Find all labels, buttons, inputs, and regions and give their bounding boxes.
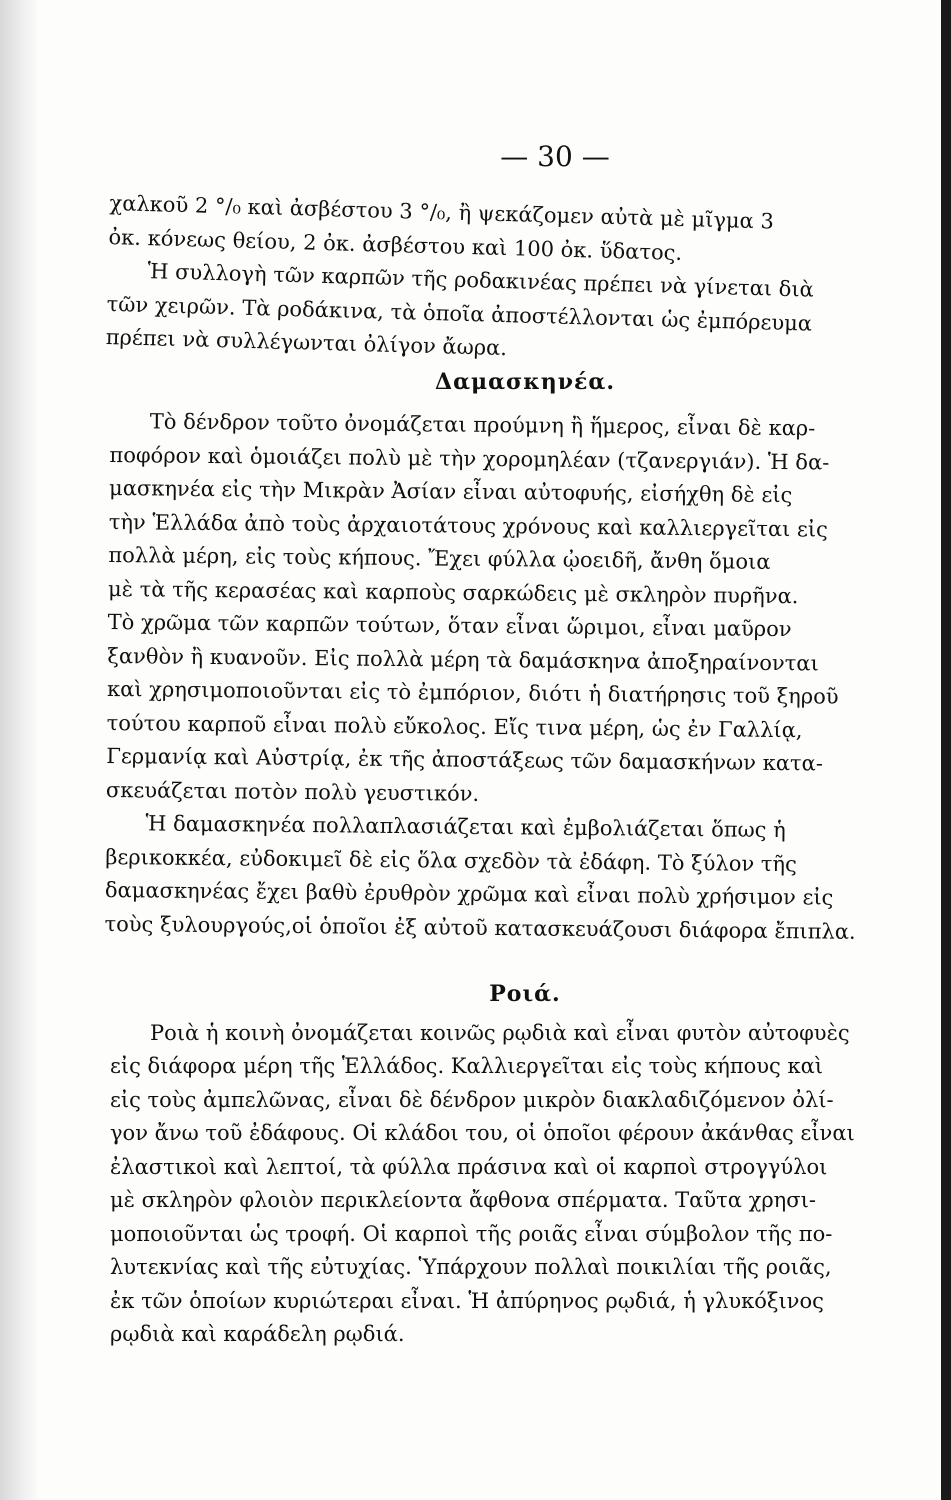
text-line: μασκηνέα εἰς τὴν Μικρὰν Ἀσίαν εἶναι αὐτοφυής, εἰσήχθη δὲ εἰς: [109, 475, 793, 507]
text-line: μοποιοῦνται ὡς τροφή. Οἱ καρποὶ τῆς ροιᾶς εἶναι σύμβολον τῆς πο-: [110, 1221, 833, 1246]
text-line: ξανθὸν ἢ κυανοῦν. Εἰς πολλὰ μέρη τὰ δαμάσκηνα ἀποξηραίνονται: [107, 642, 819, 675]
text-line: ἐλαστικοὶ καὶ λεπτοί, τὰ φύλλα πράσινα καὶ οἱ καρποὶ στρογγύλοι: [110, 1154, 828, 1179]
text-line: ὀκ. κόνεως θείου, 2 ὀκ. ἀσβέστου καὶ 100 ὀκ. ὕδατος.: [108, 224, 683, 265]
text-line: τοὺς ξυλουργούς,οἱ ὁποῖοι ἐξ αὐτοῦ κατασκευάζουσι διάφορα ἔπιπλα.: [104, 910, 856, 943]
page-shadow-left: [0, 0, 40, 1500]
text-line: χαλκοῦ 2 °/₀ καὶ ἀσβέστου 3 °/₀, ἢ ψεκάζομεν αὐτὰ μὲ μῖγμα 3: [109, 190, 775, 234]
text-line: Τὸ δένδρον τοῦτο ὀνομάζεται προύμνη ἢ ἥμερος, εἶναι δὲ καρ-: [149, 408, 816, 440]
text-line: δαμασκηνέας ἔχει βαθὺ ἐρυθρὸν χρῶμα καὶ εἶναι πολὺ χρήσιμον εἰς: [104, 877, 834, 910]
page-content: [104, 140, 940, 1352]
page-number: — 30 —: [500, 140, 610, 173]
section-heading-damaskinea: Δαμασκηνέα.: [435, 368, 615, 395]
text-line: ποφόρον καὶ ὁμοιάζει πολὺ μὲ τὴν χορομηλέαν (τζανεργιάν). Ἡ δα-: [109, 441, 830, 474]
text-line: Ἡ δαμασκηνέα πολλαπλασιάζεται καὶ ἐμβολιάζεται ὅπως ἡ: [145, 810, 786, 842]
text-line: τῶν χειρῶν. Τὰ ροδάκινα, τὰ ὁποῖα ἀποστέλλονται ὡς ἐμπόρευμα: [106, 291, 813, 336]
text-line: Τὸ χρῶμα τῶν καρπῶν τούτων, ὅταν εἶναι ὥριμοι, εἶναι μαῦρον: [107, 609, 792, 641]
intro-paragraph: [105, 187, 939, 378]
section-heading-roia: Ροιά.: [489, 980, 561, 1007]
text-line: πρέπει νὰ συλλέγωνται ὀλίγον ἄωρα.: [105, 324, 508, 361]
text-line: Ροιὰ ἡ κοινὴ ὀνομάζεται κοινῶς ρῳδιὰ καὶ εἶναι φυτὸν αὐτοφυὲς: [150, 1020, 850, 1045]
page-edge-right: [941, 0, 951, 1500]
text-line: ρῳδιὰ καὶ καράδελη ρῳδιά.: [110, 1322, 405, 1346]
text-line: τὴν Ἑλλάδα ἀπὸ τοὺς ἀρχαιοτάτους χρόνους καὶ καλλιεργεῖται εἰς: [108, 508, 828, 541]
text-line: Ἡ συλλογὴ τῶν καρπῶν τῆς ροδακινέας πρέπει νὰ γίνεται διὰ: [147, 259, 815, 302]
text-line: ἐκ τῶν ὁποίων κυριώτεραι εἶναι. Ἡ ἀπύρηνος ρῳδιά, ἡ γλυκόξινος: [110, 1288, 824, 1313]
text-line: μὲ τὰ τῆς κερασέας καὶ καρποὺς σαρκώδεις μὲ σκληρὸν πυρῆνα.: [107, 575, 799, 608]
text-line: εἰς τοὺς ἀμπελῶνας, εἶναι δὲ δένδρον μικρὸν διακλαδιζόμενον ὀλί-: [110, 1087, 834, 1112]
text-line: τούτου καρποῦ εἶναι πολὺ εὔκολος. Εἴς τινα μέρη, ὡς ἐν Γαλλίᾳ,: [106, 709, 803, 742]
text-line: μὲ σκληρὸν φλοιὸν περικλείοντα ἄφθονα σπέρματα. Ταῦτα χρησι-: [110, 1188, 816, 1212]
text-line: λυτεκνίας καὶ τῆς εὐτυχίας. Ὑπάρχουν πολλαὶ ποικιλίαι τῆς ροιᾶς,: [110, 1255, 832, 1279]
text-line: καὶ χρησιμοποιοῦνται εἰς τὸ ἐμπόριον, διότι ἡ διατήρησις τοῦ ξηροῦ: [106, 676, 839, 709]
text-line: γον ἄνω τοῦ ἐδάφους. Οἱ κλάδοι του, οἱ ὁποῖοι φέρουν ἀκάνθας εἶναι: [110, 1121, 855, 1145]
text-line: Γερμανίᾳ καὶ Αὐστρίᾳ, ἐκ τῆς ἀποστάξεως τῶν δαμασκήνων κατα-: [106, 743, 823, 775]
text-line: σκευάζεται ποτὸν πολὺ γευστικόν.: [105, 776, 480, 805]
text-line: πολλὰ μέρη, εἰς τοὺς κήπους. Ἔχει φύλλα ᾠοειδῆ, ἄνθη ὅμοια: [108, 542, 771, 574]
text-line: βερικοκκέα, εὐδοκιμεῖ δὲ εἰς ὅλα σχεδὸν τὰ ἐδάφη. Τὸ ξύλον τῆς: [105, 843, 797, 876]
roia-paragraph: [110, 1017, 940, 1352]
text-line: εἰς διάφορα μέρη τῆς Ἑλλάδος. Καλλιεργεῖται εἰς τοὺς κήπους καὶ: [110, 1054, 824, 1078]
damaskinea-paragraph: [104, 405, 940, 950]
